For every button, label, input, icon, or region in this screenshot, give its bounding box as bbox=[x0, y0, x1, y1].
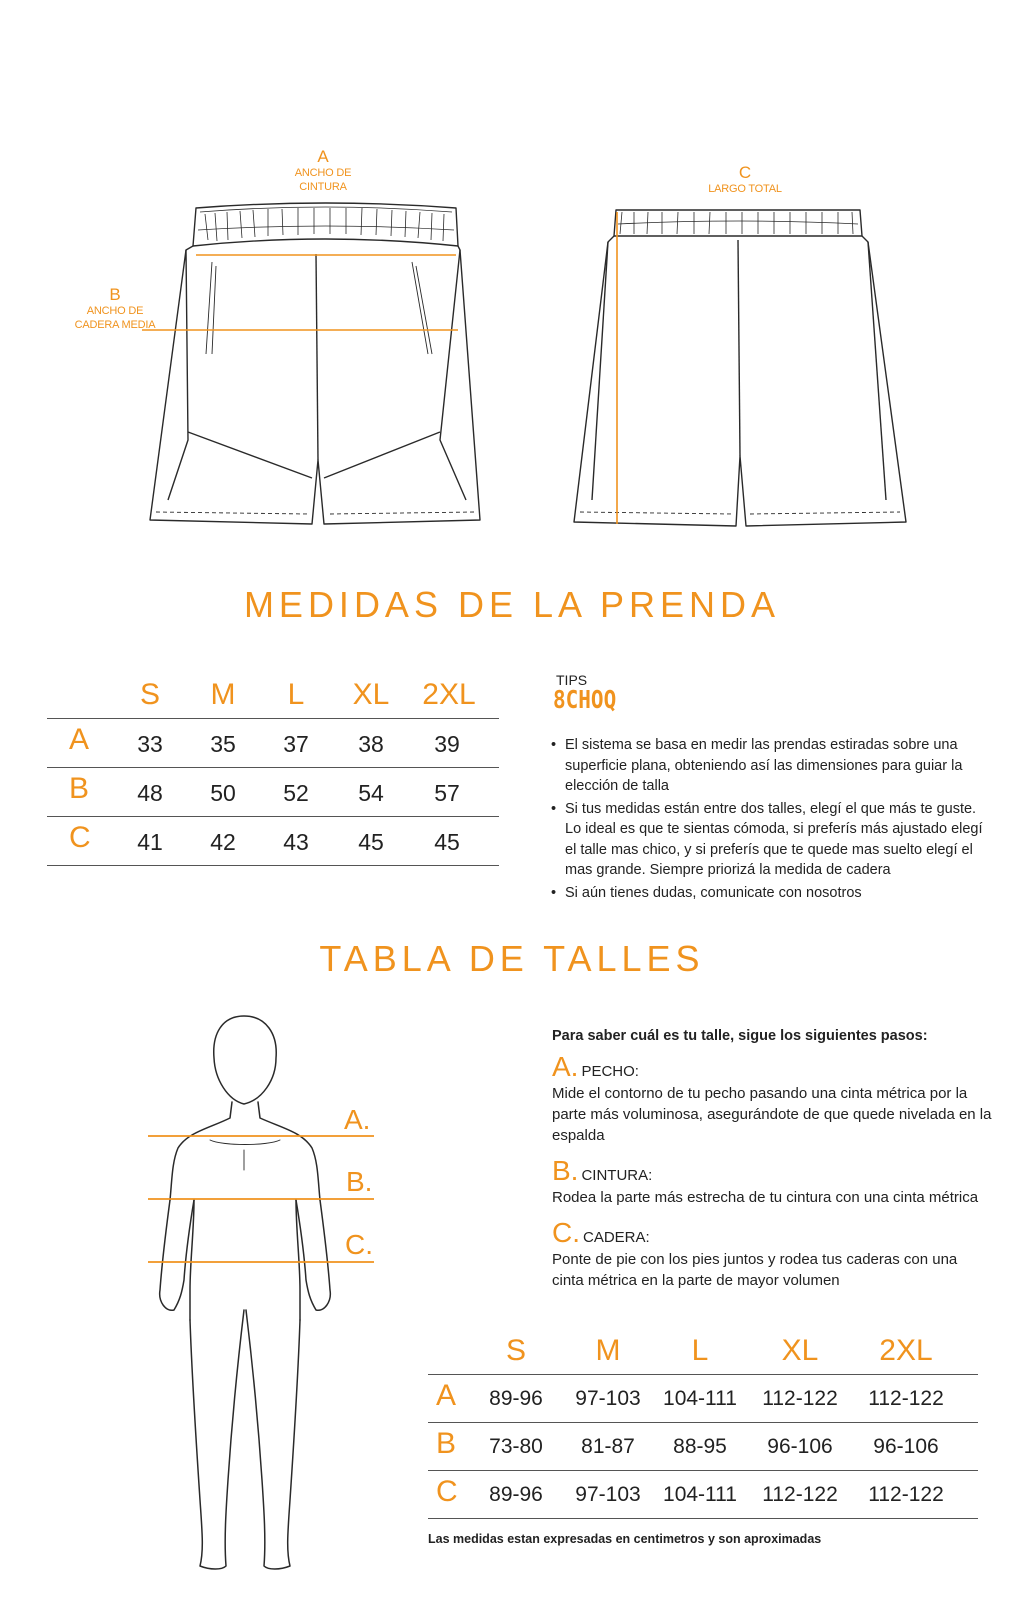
step-text: Rodea la parte más estrecha de tu cintura con una cinta métrica bbox=[552, 1189, 979, 1206]
footnote: Las medidas estan expresadas en centimetros y son aproximadas bbox=[428, 1532, 822, 1546]
size-cell: 96-106 bbox=[767, 1435, 833, 1458]
tip-item: • El sistema se basa en medir las prendas estiradas sobre una superficie plana, obteniendo así las dimensiones para guiar la elección de talla bbox=[551, 735, 991, 797]
garment-size-s: S bbox=[139, 678, 160, 711]
size-cell: 89-96 bbox=[489, 1387, 543, 1410]
size-row-label: B bbox=[436, 1427, 457, 1460]
dim-letter-b: B bbox=[109, 285, 121, 304]
size-cell: 112-122 bbox=[762, 1387, 838, 1410]
size-cell: 97-103 bbox=[575, 1483, 641, 1506]
tip-item: • Si tus medidas están entre dos talles, elegí el que más te guste. Lo ideal es que te sientas cómoda, si preferís más ajustado elegí el talle mas chico, y si preferís que te quede mas suelto elegí el mas grande. Siempre priorizá la medida de cadera bbox=[551, 799, 991, 881]
garment-size-2xl: 2XL bbox=[422, 678, 476, 711]
garment-size-m: M bbox=[210, 678, 236, 711]
size-l: L bbox=[691, 1334, 709, 1367]
garment-title: MEDIDAS DE LA PRENDA bbox=[243, 584, 781, 625]
dim-desc-b-1: ANCHO DE bbox=[86, 305, 144, 317]
garment-cell: 45 bbox=[358, 829, 384, 855]
size-cell: 96-106 bbox=[873, 1435, 939, 1458]
dim-desc-c: LARGO TOTAL bbox=[708, 183, 782, 195]
size-s: S bbox=[505, 1334, 526, 1367]
step-letter: B. bbox=[552, 1155, 579, 1186]
garment-cell: 38 bbox=[358, 731, 384, 757]
brand-logo: 8CHOQ bbox=[553, 685, 617, 714]
size-table bbox=[428, 1334, 978, 1519]
steps-intro: Para saber cuál es tu talle, sigue los siguientes pasos: bbox=[552, 1028, 928, 1044]
dim-desc-a-1: ANCHO DE bbox=[294, 167, 352, 179]
garment-cell: 41 bbox=[137, 829, 163, 855]
step-letter: C. bbox=[552, 1217, 580, 1248]
size-row-b bbox=[428, 1422, 978, 1470]
size-cell: 104-111 bbox=[663, 1483, 737, 1506]
size-row-a bbox=[428, 1374, 978, 1422]
body-label-c: C. bbox=[345, 1229, 373, 1260]
size-cell: 73-80 bbox=[489, 1435, 543, 1458]
body-label-b: B. bbox=[346, 1166, 373, 1197]
step-c bbox=[552, 1217, 992, 1291]
step-name: PECHO: bbox=[581, 1063, 639, 1080]
dim-desc-a-2: CINTURA bbox=[299, 181, 347, 193]
dim-letter-c: C bbox=[738, 163, 752, 182]
tip-item: • Si aún tienes dudas, comunicate con nosotros bbox=[551, 883, 991, 904]
step-name: CADERA: bbox=[583, 1229, 650, 1246]
garment-cell: 42 bbox=[210, 829, 236, 855]
garment-cell: 43 bbox=[283, 829, 309, 855]
size-row-label: C bbox=[436, 1475, 458, 1508]
garment-cell: 33 bbox=[137, 731, 163, 757]
garment-row-label: B bbox=[69, 772, 90, 805]
size-cell: 89-96 bbox=[489, 1483, 543, 1506]
step-b bbox=[552, 1155, 992, 1208]
garment-size-xl: XL bbox=[352, 678, 390, 711]
size-cell: 104-111 bbox=[663, 1387, 737, 1410]
garment-cell: 45 bbox=[434, 829, 460, 855]
size-row-label: A bbox=[436, 1379, 457, 1412]
size-row-c bbox=[428, 1470, 978, 1519]
size-cell: 112-122 bbox=[868, 1483, 944, 1506]
size-cell: 112-122 bbox=[762, 1483, 838, 1506]
dim-desc-b-2: CADERA MEDIA bbox=[74, 319, 156, 331]
size-table-header bbox=[428, 1334, 978, 1374]
step-a bbox=[552, 1051, 992, 1146]
garment-cell: 39 bbox=[434, 731, 460, 757]
size-cell: 88-95 bbox=[673, 1435, 727, 1458]
garment-cell: 35 bbox=[210, 731, 236, 757]
garment-cell: 54 bbox=[358, 780, 384, 806]
garment-size-l: L bbox=[287, 678, 305, 711]
tips-heading: TIPS bbox=[556, 672, 588, 688]
garment-cell: 48 bbox=[137, 780, 163, 806]
garment-row-label: A bbox=[69, 723, 90, 756]
step-text: Mide el contorno de tu pecho pasando una cinta métrica por la parte más voluminosa, asegurándote de que quede nivelada en la espalda bbox=[552, 1085, 992, 1144]
size-cell: 97-103 bbox=[575, 1387, 641, 1410]
sizes-title: TABLA DE TALLES bbox=[319, 938, 705, 979]
garment-cell: 57 bbox=[434, 780, 460, 806]
size-cell: 81-87 bbox=[581, 1435, 635, 1458]
body-label-a: A. bbox=[344, 1104, 371, 1135]
size-2xl: 2XL bbox=[879, 1334, 933, 1367]
size-m: M bbox=[595, 1334, 621, 1367]
step-letter: A. bbox=[552, 1051, 579, 1082]
dim-letter-a: A bbox=[317, 147, 329, 166]
step-name: CINTURA: bbox=[581, 1167, 653, 1184]
step-text: Ponte de pie con los pies juntos y rodea tus caderas con una cinta métrica en la parte de mayor volumen bbox=[552, 1251, 958, 1289]
garment-cell: 52 bbox=[283, 780, 309, 806]
garment-row-label: C bbox=[69, 821, 91, 854]
size-xl: XL bbox=[781, 1334, 819, 1367]
garment-cell: 50 bbox=[210, 780, 236, 806]
measure-steps bbox=[552, 1028, 992, 1305]
garment-cell: 37 bbox=[283, 731, 309, 757]
size-cell: 112-122 bbox=[868, 1387, 944, 1410]
